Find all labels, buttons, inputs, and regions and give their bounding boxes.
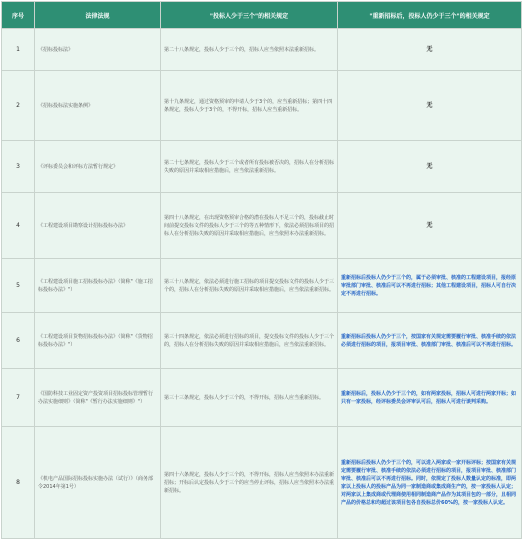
row-rule: 第十九条规定，通过资格预审的申请人少于3个的，应当重新招标；第四十四条规定，投标人少于3个的，不得开标，招标人应当重新招标。: [161, 71, 338, 141]
row-rebid: [338, 29, 522, 71]
row-rule: 第二十七条规定，投标人少于三个或者所有投标被否决的，招标人在分析招标失败的原因并采取相应措施后，应当依法重新招标。: [161, 141, 338, 193]
row-rule: 第三十八条规定，依法必须进行施工招标的项目提交投标文件的投标人少于三个的，招标人在分析招标失败的原因并采取相应措施后，应当依法重新招标。: [161, 259, 338, 313]
row-rule: 第四十六条规定，投标人少于三个的，不得开标，招标人应当依照本办法重新招标；开标后认定投标人少于三个的应当停止评标，招标人应当依照本办法重新招标。: [161, 427, 338, 539]
header-rule: "投标人少于三个"的相关规定: [161, 2, 338, 29]
row-rule: 第三十三条规定，投标人少于三个的，不得开标，招标人应当重新招标。: [161, 369, 338, 427]
row-index: 1: [2, 29, 35, 71]
header-rebid: "重新招标后，投标人仍少于三个"的相关规定: [338, 2, 522, 29]
table-row: [2, 259, 522, 313]
row-rebid: 重新招标后投标人仍少于三个的，可以进入两家或一家开标评标；按国家有关规定需要履行审批、核准手续的依法必须进行招标的项目，报项目审批、核准部门审批、核准后可以不再进行招标。同时，依规定了投标人数量认定的标准，即两家以上投标人的投标产品为同一家制造商或集成商生产的，按一家投标人认定；对两家以上集成商或代理商使用相同制造商产品作为其项目包的一部分，且相同产品的价格总和均超过该项目包各自投标总价60%的，按一家投标人认定。: [338, 427, 522, 539]
rebid-none: 无: [426, 221, 433, 229]
row-index: 3: [2, 141, 35, 193]
row-index: 5: [2, 259, 35, 313]
rebid-none: 无: [426, 162, 433, 170]
row-index: 8: [2, 427, 35, 539]
row-law: 《机电产品国际招标投标实施办法（试行）》（商务部令2014年第1号）: [35, 427, 161, 539]
row-law: 《工程建设项目货物招标投标办法》（简称"《货物招标投标办法》"）: [35, 313, 161, 369]
row-rebid: [338, 141, 522, 193]
row-index: 7: [2, 369, 35, 427]
table-row: [2, 141, 522, 193]
header-law: 法律法规: [35, 2, 161, 29]
row-law: 《工程建设项目施工招标投标办法》（简称"《施工招标投标办法》"）: [35, 259, 161, 313]
table-row: [2, 29, 522, 71]
table-row: [2, 193, 522, 259]
row-rebid: 重新招标后投标人仍少于三个的，属于必须审批、核准的工程建设项目，报经原审批部门审批、核准后可以不再进行招标；其他工程建设项目，招标人可自行决定不再进行招标。: [338, 259, 522, 313]
row-law: 《工程建设项目勘察设计招标投标办法》: [35, 193, 161, 259]
row-law: 《评标委员会和评标方法暂行规定》: [35, 141, 161, 193]
row-index: 4: [2, 193, 35, 259]
row-law: 《招标投标法实施条例》: [35, 71, 161, 141]
row-rule: 第四十八条规定，在出现资格预审合格的潜在投标人不足三个的，投标截止时间前提交投标文件的投标人少于三个的等五种情形下，依法必须招标项目的招标人在分析招标失败的原因并采取相应措施后，应当依照本办法重新招标。: [161, 193, 338, 259]
row-law: 《国防科技工业固定资产投资项目招标投标管理暂行办法实施细则》（简称"《暂行办法实施细则》"）: [35, 369, 161, 427]
row-rebid: [338, 193, 522, 259]
table-row: [2, 71, 522, 141]
row-rebid: 重新招标后，投标人仍少于三个的，如有两家投标，招标人可进行两家开标；如只有一家投标，经评标委员会评审认可后，招标人可进行谈判采购。: [338, 369, 522, 427]
row-rule: 第二十八条规定，投标人少于三个的，招标人应当依照本法重新招标。: [161, 29, 338, 71]
row-law: 《招标投标法》: [35, 29, 161, 71]
row-rebid: 重新招标后投标人仍少于三个，按国家有关规定需要履行审批、核准手续的依法必须进行招标的项目，报项目审批、核准部门审批、核准后可以不再进行招标。: [338, 313, 522, 369]
header-index: 序号: [2, 2, 35, 29]
regulation-table: [1, 1, 522, 539]
row-rebid: [338, 71, 522, 141]
rebid-none: 无: [426, 45, 433, 53]
row-rule: 第三十四条规定，依法必须进行招标的项目，提交投标文件的投标人少于三个的，招标人在分析招标失败的原因并采取相应措施后，应当依法重新招标。: [161, 313, 338, 369]
row-index: 2: [2, 71, 35, 141]
table-row: [2, 313, 522, 369]
row-index: 6: [2, 313, 35, 369]
table-row: [2, 369, 522, 427]
table-row: [2, 427, 522, 539]
table-header-row: [2, 2, 522, 29]
rebid-none: 无: [426, 101, 433, 109]
